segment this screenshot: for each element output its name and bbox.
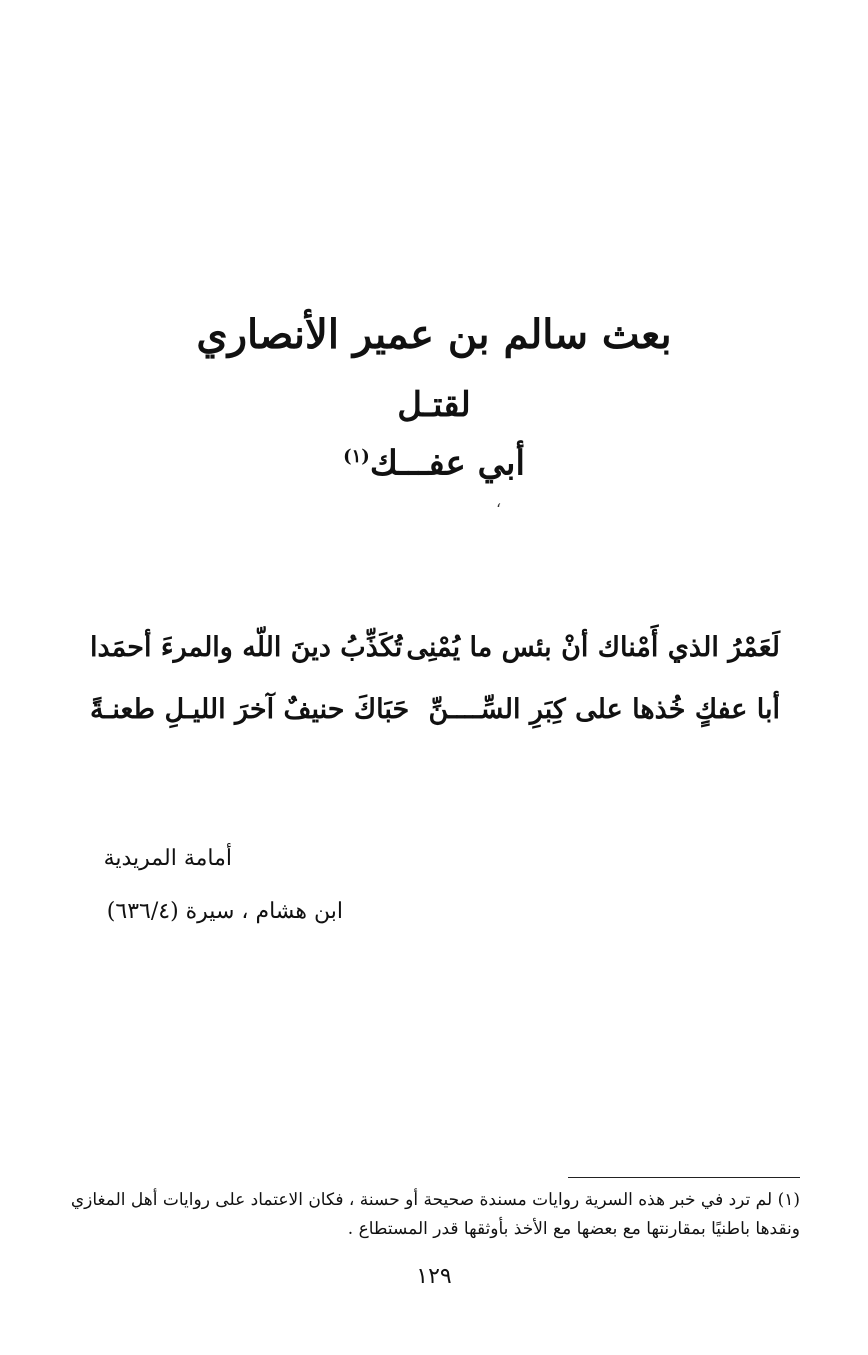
source-reference: ابن هشام ، سيرة (٦٣٦/٤) — [106, 899, 343, 924]
title-line-3-text: أبي عفـــك — [369, 443, 525, 484]
footnote-line: (١) لم ترد في خبر هذه السرية روايات مسندة صحيحة أو حسنة ، فكان الاعتماد على روايات أهل المغازي — [70, 1190, 800, 1210]
poet-name: أمامة المريدية — [103, 846, 232, 871]
page-title: بعث سالم بن عمير الأنصاري — [196, 311, 672, 358]
footnote-line: ونقدها باطنيًا بمقارنتها مع بعضها مع الأخذ بأوثقها قدر المستطاع . — [347, 1219, 800, 1239]
title-line-3 — [0, 432, 868, 488]
poem-verse — [90, 688, 780, 732]
verse-second-hemistich: حَبَاكَ حنيفٌ آخرَ الليـلِ طعنـةً — [90, 694, 410, 725]
page-number: ١٢٩ — [416, 1264, 452, 1289]
stray-mark: ʻ — [496, 500, 502, 519]
verse-second-hemistich: تُكَذِّبُ دينَ اللّه والمرءَ أحمَدا — [90, 632, 403, 663]
footnote-marker: (١) — [343, 446, 370, 467]
title-line-2: لقتـل — [397, 385, 471, 425]
verse-first-hemistich: أبا عفكٍ خُذها على كِبَرِ السِّــــنِّ — [428, 694, 780, 725]
verse-first-hemistich: لَعَمْرُ الذي أَمْناك أنْ بئس ما يُمْنِى — [406, 632, 780, 663]
footnote — [68, 1186, 800, 1244]
poem-verse — [90, 626, 780, 670]
footnote-divider — [568, 1177, 800, 1178]
